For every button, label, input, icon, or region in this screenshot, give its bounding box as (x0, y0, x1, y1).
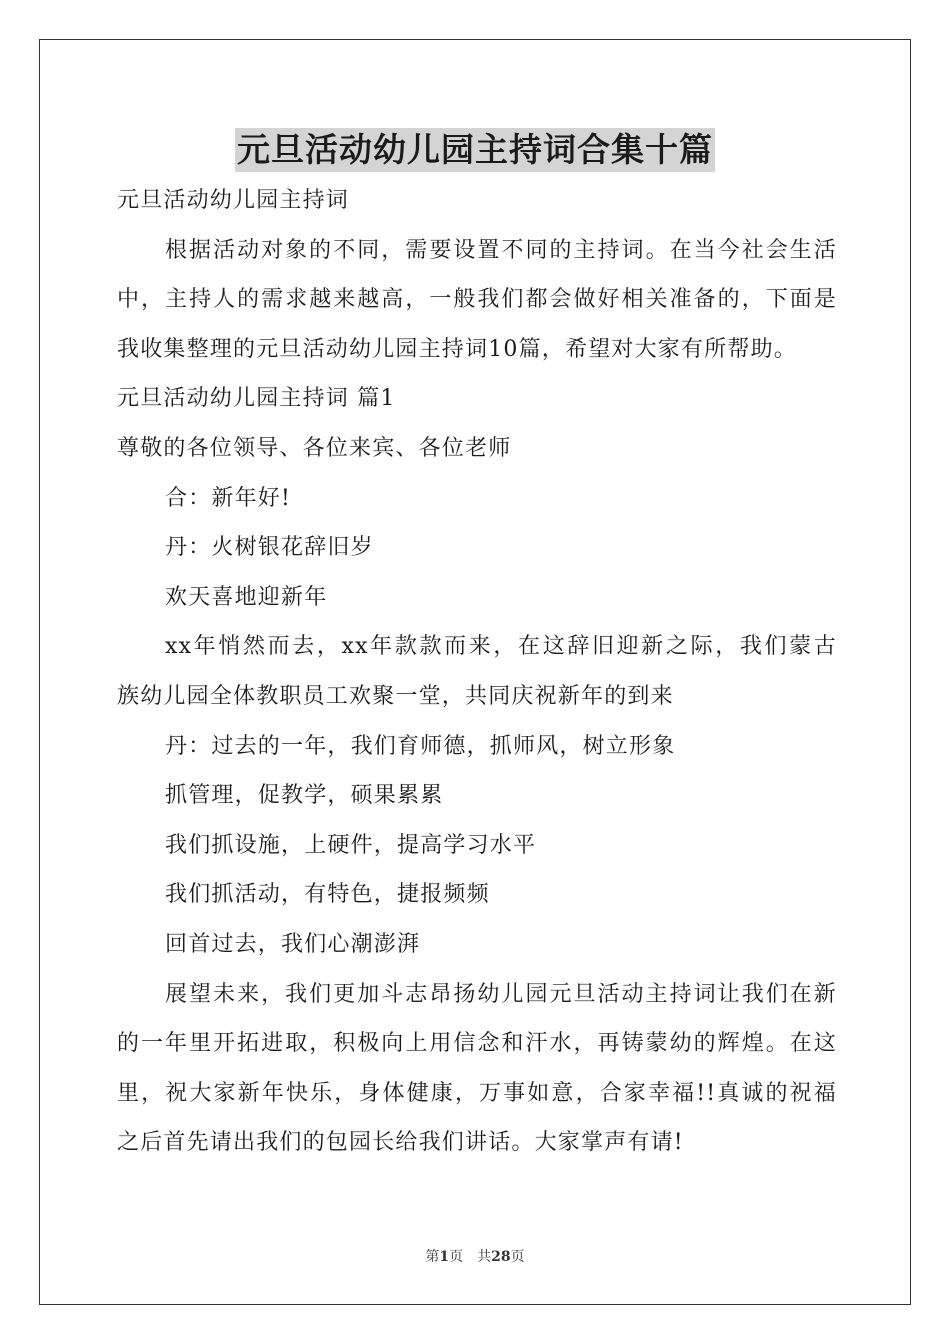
paragraph-line: 展望未来，我们更加斗志昂扬幼儿园元旦活动主持词让我们在新 (165, 981, 837, 1007)
paragraph-line: xx年悄然而去，xx年款款而来，在这辞旧迎新之际，我们蒙古 (165, 634, 837, 660)
script-line: 丹：过去的一年，我们育师德，抓师风，树立形象 (165, 733, 676, 759)
greeting-line: 尊敬的各位领导、各位来宾、各位老师 (117, 435, 512, 461)
document-body (117, 176, 837, 1168)
intro-line: 中，主持人的需求越来越高，一般我们都会做好相关准备的，下面是 (117, 287, 837, 313)
script-line: 抓管理，促教学，硕果累累 (165, 783, 444, 809)
script-line: 丹：火树银花辞旧岁 (165, 535, 374, 561)
section-heading: 元旦活动幼儿园主持词 篇1 (117, 386, 396, 412)
paragraph-line: 里，祝大家新年快乐，身体健康，万事如意，合家幸福!!真诚的祝福 (117, 1080, 837, 1106)
page-current: 1 (439, 1249, 450, 1265)
page-footer (0, 1246, 950, 1266)
script-line: 我们抓活动，有特色，捷报频频 (165, 882, 490, 908)
script-line: 欢天喜地迎新年 (165, 584, 328, 610)
intro-line: 我收集整理的元旦活动幼儿园主持词10篇，希望对大家有所帮助。 (117, 336, 797, 362)
script-line: 合：新年好! (165, 485, 292, 511)
page-prefix: 第 (425, 1249, 440, 1265)
document-title: 元旦活动幼儿园主持词合集十篇 (235, 128, 715, 172)
intro-line: 根据活动对象的不同，需要设置不同的主持词。在当今社会生活 (165, 237, 837, 263)
page-mid: 页 共 (449, 1249, 492, 1265)
paragraph-line: 族幼儿园全体教职员工欢聚一堂，共同庆祝新年的到来 (117, 683, 674, 709)
script-line: 我们抓设施，上硬件，提高学习水平 (165, 832, 537, 858)
document-subtitle: 元旦活动幼儿园主持词 (117, 188, 350, 213)
page-suffix: 页 (510, 1249, 525, 1265)
script-line: 回首过去，我们心潮澎湃 (165, 931, 421, 957)
paragraph-line: 的一年里开拓进取，积极向上用信念和汗水，再铸蒙幼的辉煌。在这 (117, 1031, 837, 1057)
page-total: 28 (491, 1249, 511, 1265)
paragraph-line: 之后首先请出我们的包园长给我们讲话。大家掌声有请! (117, 1130, 684, 1156)
title-area (0, 128, 950, 172)
